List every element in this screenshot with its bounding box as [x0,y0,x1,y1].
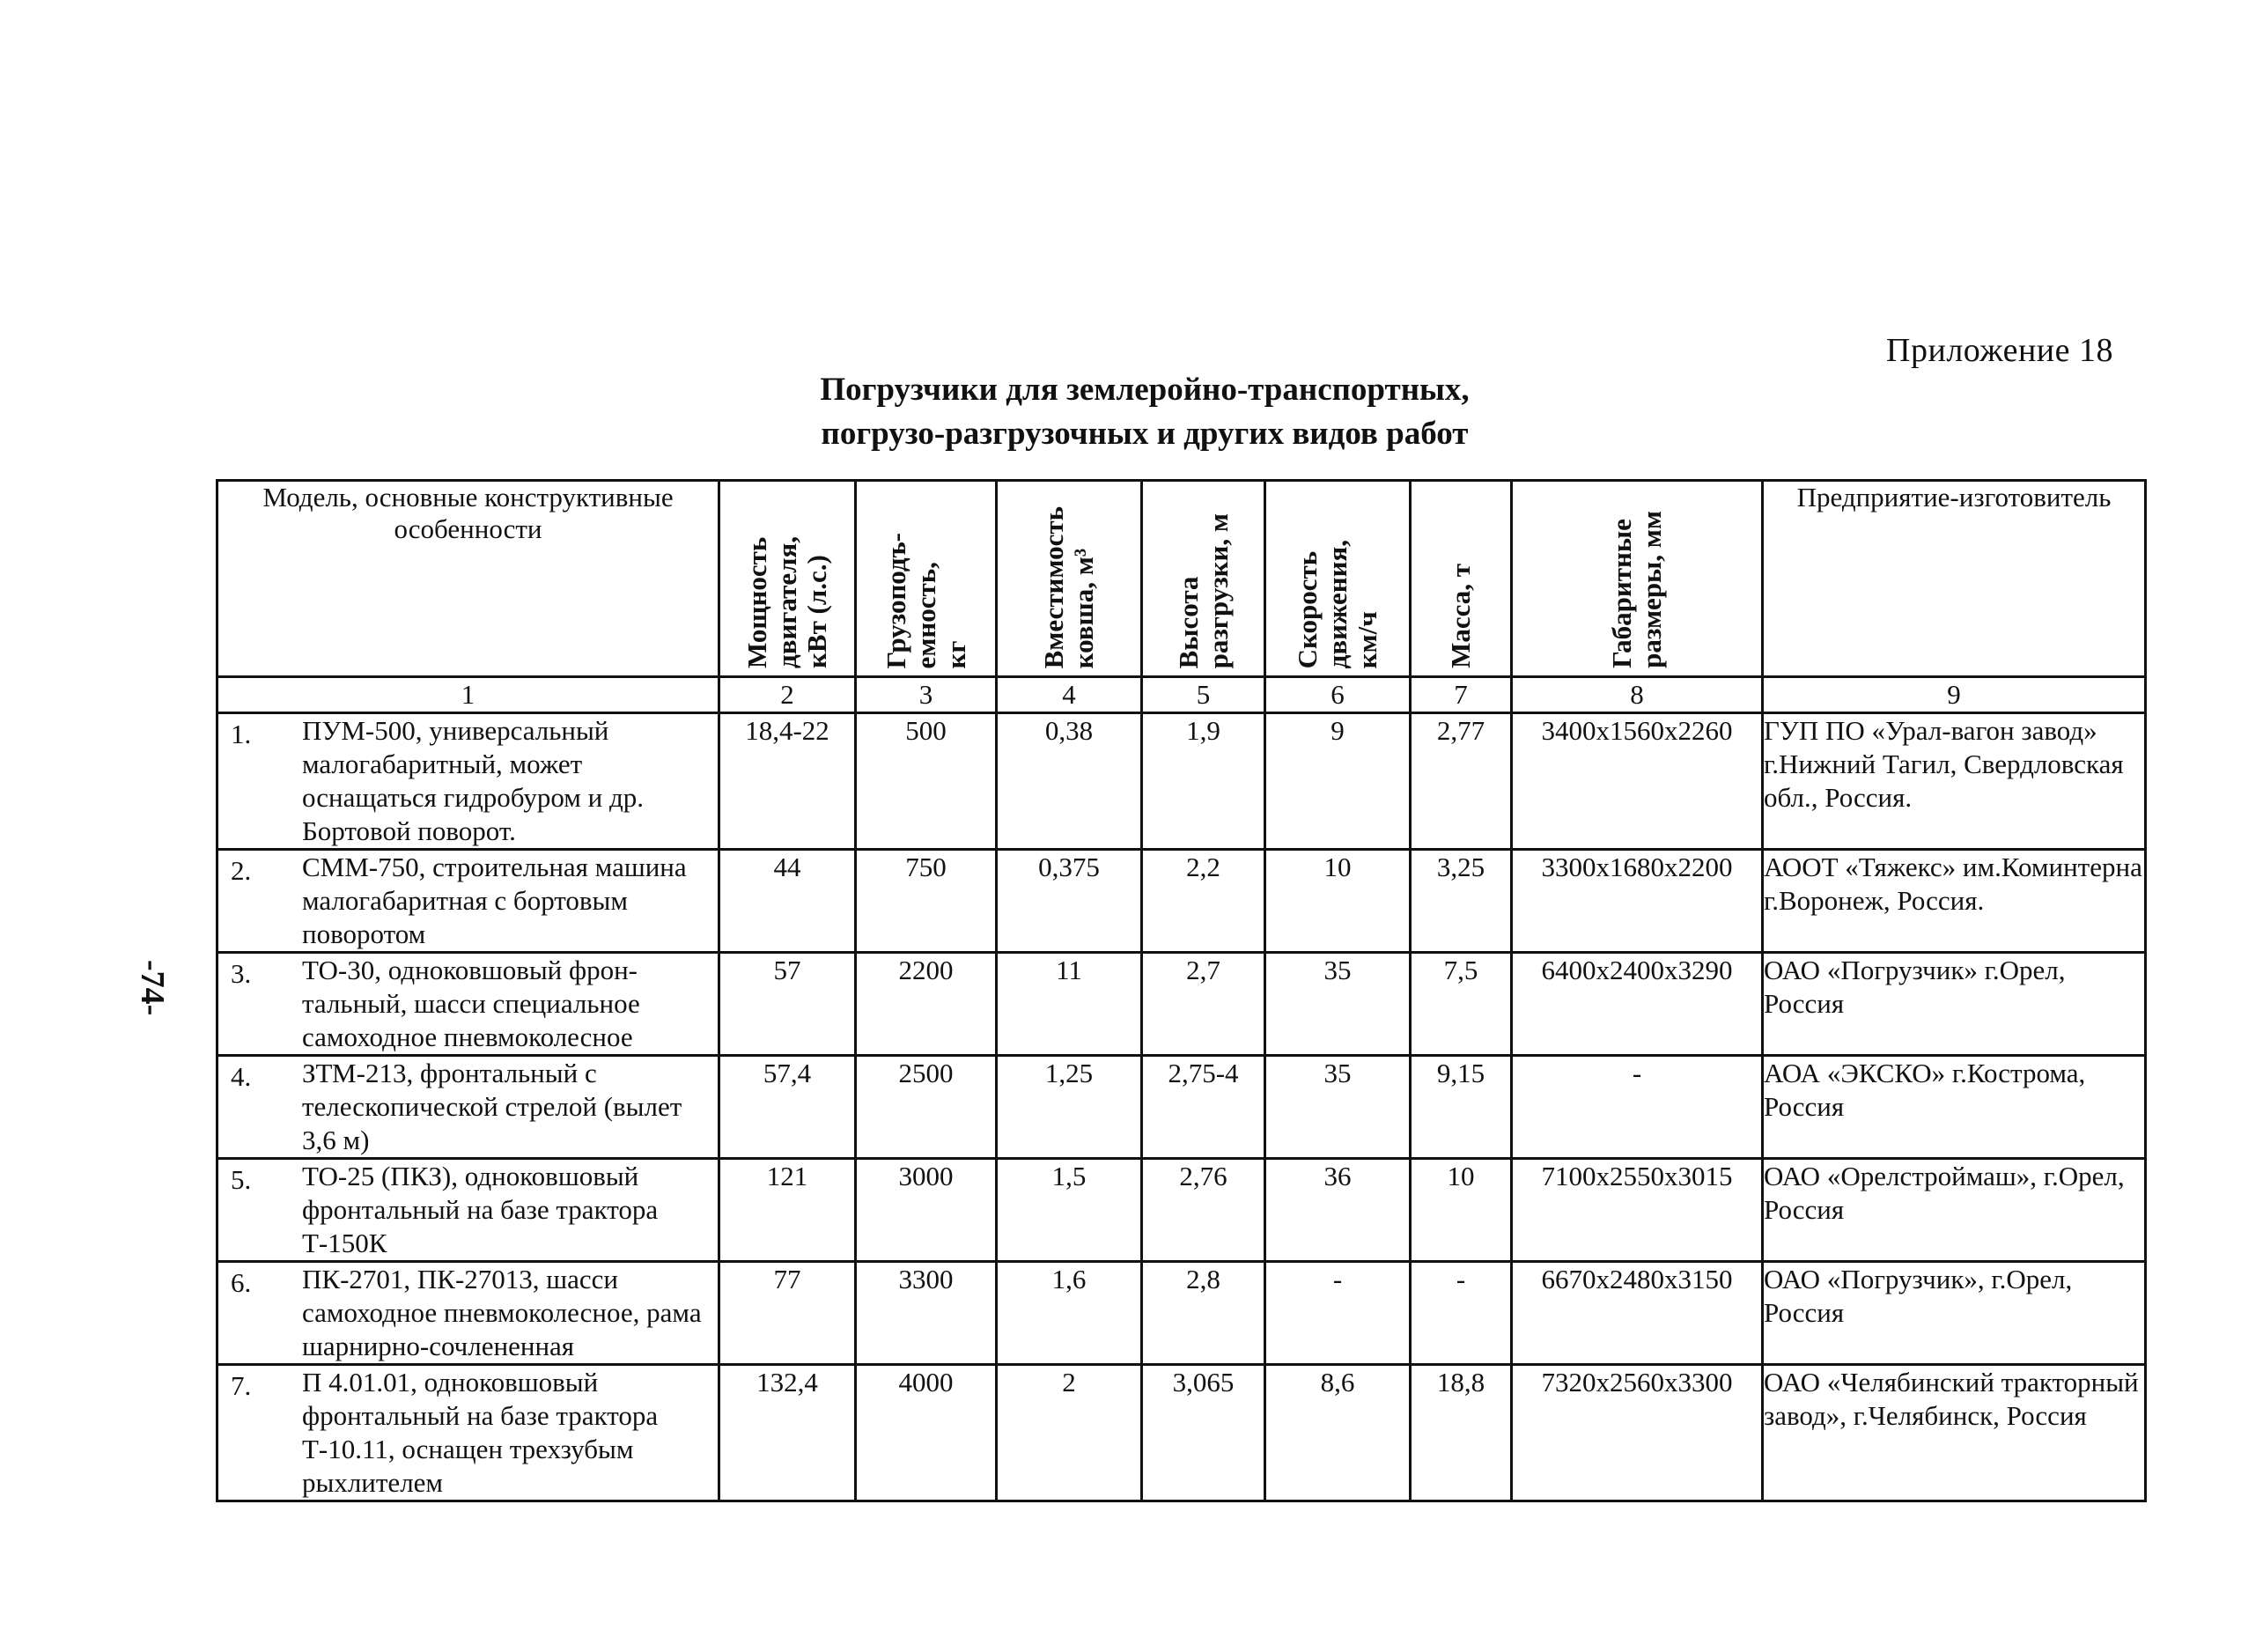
col-number: 6 [1265,677,1411,713]
row-number: 4. [231,1061,252,1092]
header-mass: Масса, т [1411,481,1512,677]
header-manufacturer: Предприятие-изготовитель [1763,481,2146,677]
col-number: 5 [1142,677,1265,713]
speed-cell: 9 [1265,713,1411,850]
height-cell: 1,9 [1142,713,1265,850]
manufacturer-cell: ОАО «Орелстроймаш», г.Орел, Россия [1763,1159,2146,1262]
header-dims: Габаритные размеры, мм [1512,481,1763,677]
title-line-2: погрузо-разгрузочных и других видов работ [821,416,1469,452]
dims-cell: 3400x1560x2260 [1512,713,1763,850]
speed-cell: 10 [1265,850,1411,953]
table-row [217,1365,2146,1501]
bucket-cell: 11 [997,953,1142,1056]
model-cell [217,953,719,1056]
row-number: 7. [231,1370,252,1401]
col-number: 9 [1763,677,2146,713]
power-cell: 77 [719,1262,856,1365]
power-cell: 121 [719,1159,856,1262]
model-description: ПУМ-500, универсальный малогабаритный, может оснащаться гидробуром и др. Бортовой поворот. [302,715,644,846]
table-row [217,953,2146,1056]
dims-cell: 6400x2400x3290 [1512,953,1763,1056]
column-number-row [217,677,2146,713]
row-number: 2. [231,855,252,886]
speed-cell: 36 [1265,1159,1411,1262]
col-number: 4 [997,677,1142,713]
mass-cell: 9,15 [1411,1056,1512,1159]
dims-cell: 7100x2550x3015 [1512,1159,1763,1262]
height-cell: 3,065 [1142,1365,1265,1501]
capacity-cell: 500 [856,713,997,850]
header-model: Модель, основные конструктивные особенности [217,481,719,677]
col-number: 3 [856,677,997,713]
capacity-cell: 3300 [856,1262,997,1365]
model-description: П 4.01.01, одноковшовый фронтальный на базе трактора Т-10.11, оснащен трехзубым рыхлителем [302,1367,659,1498]
model-cell [217,850,719,953]
dims-cell: 7320x2560x3300 [1512,1365,1763,1501]
manufacturer-cell: АОА «ЭКСКО» г.Кострома, Россия [1763,1056,2146,1159]
model-cell [217,713,719,850]
model-cell [217,1365,719,1501]
capacity-cell: 4000 [856,1365,997,1501]
bucket-cell: 0,38 [997,713,1142,850]
col-number: 1 [217,677,719,713]
power-cell: 57,4 [719,1056,856,1159]
power-cell: 44 [719,850,856,953]
capacity-cell: 2200 [856,953,997,1056]
bucket-cell: 1,6 [997,1262,1142,1365]
speed-cell: - [1265,1262,1411,1365]
loaders-table [216,479,2147,1502]
page-number: -74- [134,960,171,1016]
capacity-cell: 3000 [856,1159,997,1262]
header-speed: Скорость движения, км/ч [1265,481,1411,677]
mass-cell: 10 [1411,1159,1512,1262]
manufacturer-cell: ГУП ПО «Урал-вагон завод» г.Нижний Тагил, Свердловская обл., Россия. [1763,713,2146,850]
row-number: 1. [231,719,252,749]
height-cell: 2,75-4 [1142,1056,1265,1159]
row-number: 3. [231,958,252,989]
bucket-cell: 2 [997,1365,1142,1501]
power-cell: 18,4-22 [719,713,856,850]
mass-cell: 3,25 [1411,850,1512,953]
table-row [217,850,2146,953]
header-bucket: Вместимость ковша, м³ [997,481,1142,677]
dims-cell: 3300x1680x2200 [1512,850,1763,953]
power-cell: 132,4 [719,1365,856,1501]
header-capacity: Грузоподъ- емность, кг [856,481,997,677]
table-row [217,1159,2146,1262]
col-number: 8 [1512,677,1763,713]
capacity-cell: 2500 [856,1056,997,1159]
speed-cell: 8,6 [1265,1365,1411,1501]
manufacturer-cell: ОАО «Челябинский тракторный завод», г.Челябинск, Россия [1763,1365,2146,1501]
model-cell [217,1056,719,1159]
row-number: 5. [231,1164,252,1195]
model-description: ЗТМ-213, фронтальный с телескопической стрелой (вылет 3,6 м) [302,1058,682,1155]
col-number: 2 [719,677,856,713]
manufacturer-cell: ОАО «Погрузчик» г.Орел, Россия [1763,953,2146,1056]
model-description: ТО-30, одноковшовый фрон-тальный, шасси специальное самоходное пневмоколесное [302,955,640,1052]
table-row [217,1262,2146,1365]
capacity-cell: 750 [856,850,997,953]
header-row [217,481,2146,677]
appendix-label: Приложение 18 [1886,332,2113,369]
mass-cell: 18,8 [1411,1365,1512,1501]
manufacturer-cell: АООТ «Тяжекс» им.Коминтерна г.Воронеж, Россия. [1763,850,2146,953]
height-cell: 2,2 [1142,850,1265,953]
manufacturer-cell: ОАО «Погрузчик», г.Орел, Россия [1763,1262,2146,1365]
dims-cell: - [1512,1056,1763,1159]
model-description: ТО-25 (ПКЗ), одноковшовый фронтальный на базе трактора Т-150К [302,1161,659,1258]
mass-cell: 2,77 [1411,713,1512,850]
power-cell: 57 [719,953,856,1056]
model-cell [217,1159,719,1262]
model-description: СММ-750, строительная машина малогабаритная с бортовым поворотом [302,852,687,949]
model-description: ПК-2701, ПК-27013, шасси самоходное пневмоколесное, рама шарнирно-сочлененная [302,1264,702,1361]
speed-cell: 35 [1265,1056,1411,1159]
header-height: Высота разгрузки, м [1142,481,1265,677]
dims-cell: 6670x2480x3150 [1512,1262,1763,1365]
table-row [217,713,2146,850]
document-title [704,368,1585,456]
header-power: Мощность двигателя, кВт (л.с.) [719,481,856,677]
table-row [217,1056,2146,1159]
bucket-cell: 1,5 [997,1159,1142,1262]
bucket-cell: 0,375 [997,850,1142,953]
bucket-cell: 1,25 [997,1056,1142,1159]
row-number: 6. [231,1267,252,1298]
title-line-1: Погрузчики для землеройно-транспортных, [820,372,1470,408]
mass-cell: 7,5 [1411,953,1512,1056]
height-cell: 2,8 [1142,1262,1265,1365]
col-number: 7 [1411,677,1512,713]
height-cell: 2,7 [1142,953,1265,1056]
speed-cell: 35 [1265,953,1411,1056]
height-cell: 2,76 [1142,1159,1265,1262]
model-cell [217,1262,719,1365]
mass-cell: - [1411,1262,1512,1365]
